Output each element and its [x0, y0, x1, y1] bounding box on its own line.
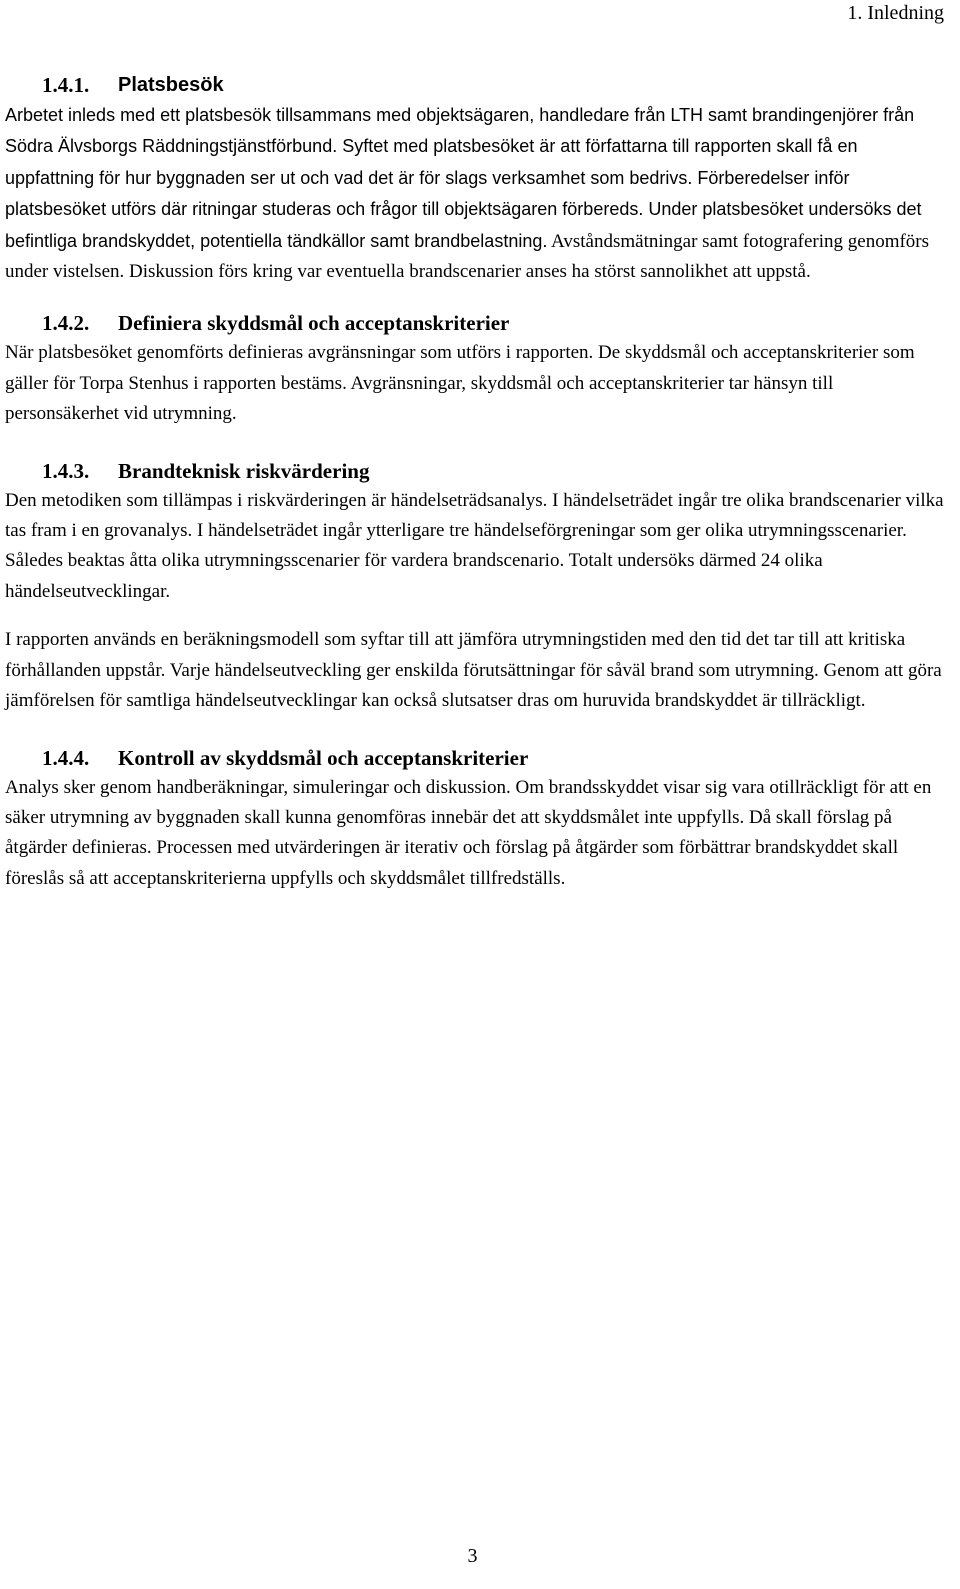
- paragraph-kontroll: Analys sker genom handberäkningar, simuleringar och diskussion. Om brandsskyddet visar sig vara otillräckligt för att en säker utrymning av byggnaden skall kunna genomföras innebär det att skyddsmålet inte uppfylls. Då skall förslag på åtgärder definieras. Processen med utvärderingen är iterativ och förslag på åtgärder som förbättrar brandskyddet skall föreslås så att acceptanskriterierna uppfylls och skyddsmålet tillfredställs.: [5, 776, 932, 889]
- document-body: [5, 70, 950, 894]
- paragraph-text-sans: Arbetet inleds med ett platsbesök tillsammans med objektsägaren, handledare från LTH samt brandingenjörer från Södra Älvsborgs Räddningstjänstförbund. Syftet med platsbesöket är att författarna till rapporten skall få en uppfattning för hur byggnaden ser ut och vad det är för slags verksamhet som bedrivs. Förberedelser inför platsbesöket utförs där ritningar studeras och frågor till objektsägaren förbereds. Under platsbesöket undersöks det befintliga brandskyddet, potentiella tändkällor samt brandbelastning.: [5, 105, 922, 251]
- paragraph-platsbesok: [5, 100, 950, 287]
- section-number: 1.4.3.: [42, 458, 90, 483]
- section-number: 1.4.4.: [42, 745, 90, 770]
- paragraph-riskvardering-2: I rapporten används en beräkningsmodell som syftar till att jämföra utrymningstiden med den tid det tar till att kritiska förhållanden uppstår. Varje händelseutveckling ger enskilda förutsättningar för såväl brand som utrymning. Genom att göra jämförelsen för samtliga händelseutvecklingar kan också slutsatser dras om huruvida brandskyddet är tillräckligt.: [5, 629, 942, 712]
- paragraph-text-serif: Avståndsmätningar samt fotografering genomförs under vistelsen. Diskussion förs kring var eventuella brandscenarier anses ha störst sannolikhet att uppstå.: [5, 230, 930, 283]
- section-title: Definiera skyddsmål och acceptanskriterier: [118, 311, 510, 336]
- section-number: 1.4.2.: [42, 311, 90, 336]
- section-title: Platsbesök: [118, 74, 224, 96]
- paragraph-skyddsmal: När platsbesöket genomförts definieras avgränsningar som utförs i rapporten. De skyddsmål och acceptanskriterier som gäller för Torpa Stenhus i rapporten bestäms. Avgränsningar, skyddsmål och acceptanskriterier tar hänsyn till personsäkerhet vid utrymning.: [5, 342, 915, 425]
- section-heading-1-4-1: [5, 70, 950, 100]
- section-heading-1-4-4: [5, 743, 950, 773]
- section-title: Kontroll av skyddsmål och acceptanskriterier: [118, 745, 529, 770]
- section-title: Brandteknisk riskvärdering: [118, 458, 370, 483]
- section-number: 1.4.1.: [42, 73, 90, 97]
- section-heading-1-4-3: [5, 456, 950, 486]
- page-number: 3: [467, 1545, 478, 1567]
- paragraph-riskvardering-1: Den metodiken som tillämpas i riskvärderingen är händelseträdsanalys. I händelseträdet ingår tre olika brandscenarier vilka tas fram i en grovanalys. I händelseträdet ingår ytterligare tre händelseförgreningar som ger olika utrymningsscenarier. Således beaktas åtta olika utrymningsscenarier för vardera brandscenario. Totalt undersöks därmed 24 olika händelseutvecklingar.: [5, 489, 944, 602]
- running-header: 1. Inledning: [847, 2, 944, 24]
- section-heading-1-4-2: [5, 308, 950, 338]
